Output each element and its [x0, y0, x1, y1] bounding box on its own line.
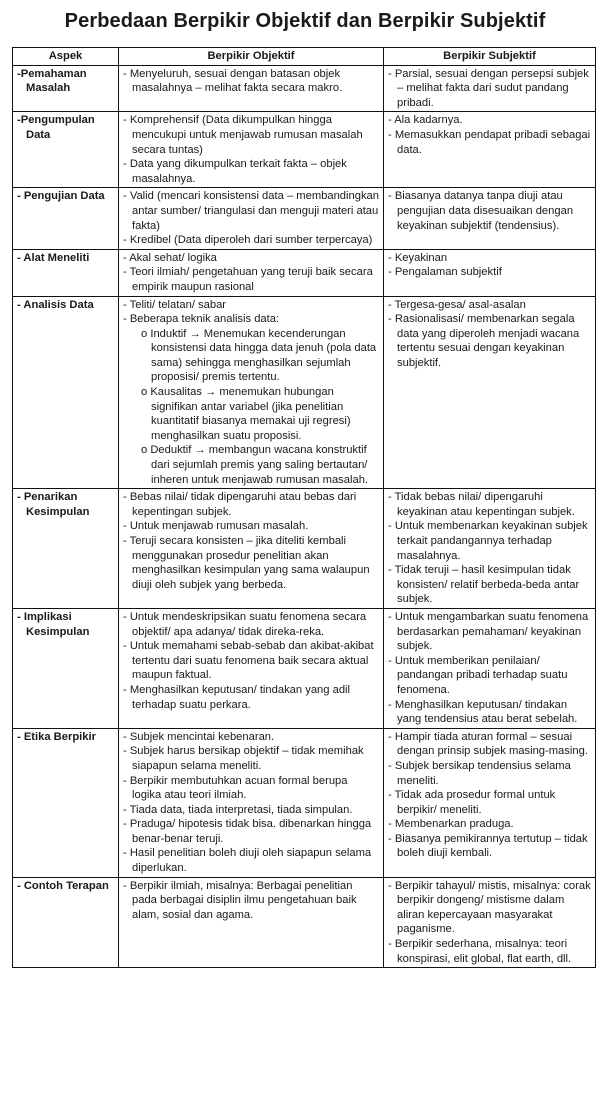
- aspek-cell: [13, 249, 119, 296]
- list-item: - Berpikir ilmiah, misalnya: Berbagai penelitian pada berbagai disiplin ilmu pengetahuan baik alam, sosial dan agama.: [123, 879, 357, 921]
- aspek-label: -Pengumpulan: [17, 114, 95, 127]
- list-item: - Untuk memberikan penilaian/ pandangan pribadi terhadap suatu fenomena.: [388, 654, 568, 696]
- table-row: [13, 296, 596, 489]
- aspek-label: - Implikasi: [17, 610, 72, 623]
- list-item: - Berpikir tahayul/ mistis, misalnya: corak berpikir dongeng/ mistisme dalam aliran kepercayaan masyarakat paganisme.: [388, 879, 591, 936]
- list-item: - Parsial, sesuai dengan persepsi subjek – melihat fakta dari sudut pandang pribadi.: [388, 67, 589, 109]
- aspek-cell: [13, 877, 119, 968]
- list-item: - Rasionalisasi/ membenarkan segala data yang diperoleh menjadi wacana tertentu sesuai dengan keyakinan subjektif.: [388, 313, 580, 369]
- list-item: - Teruji secara konsisten – jika diteliti kembali menggunakan prosedur penelitian akan menghasilkan kesimpulan yang sama walaupun diuji oleh subjek yang berbeda.: [123, 535, 370, 591]
- list-item: - Berpikir membutuhkan acuan formal berupa logika atau teori ilmiah.: [123, 774, 348, 802]
- list-item: - Hasil penelitian boleh diuji oleh siapapun selama diperlukan.: [123, 847, 372, 875]
- list-item: - Data yang dikumpulkan terkait fakta – objek masalahnya.: [123, 158, 347, 185]
- table-row: [13, 877, 596, 968]
- header-subjektif: Berpikir Subjektif: [384, 48, 596, 66]
- list-item: - Pengalaman subjektif: [388, 266, 502, 279]
- objektif-cell: [119, 877, 384, 968]
- objektif-cell: [119, 112, 384, 188]
- list-item: - Untuk memahami sebab-sebab dan akibat-akibat tertentu dari suatu fenomena baik secara aktual maupun faktual.: [123, 640, 374, 682]
- aspek-label: - Penarikan: [17, 491, 78, 504]
- table-row: [13, 608, 596, 728]
- aspek-cell: [13, 188, 119, 249]
- list-item: - Tiada data, tiada interpretasi, tiada simpulan.: [123, 803, 353, 816]
- list-item: - Berpikir sederhana, misalnya: teori konspirasi, elit global, flat earth, dll.: [388, 938, 572, 965]
- subjektif-cell: [384, 877, 596, 968]
- list-item: - Tidak bebas nilai/ dipengaruhi keyakinan atau kepentingan subjek.: [388, 491, 575, 518]
- aspek-cell: [13, 112, 119, 188]
- aspek-label: - Pengujian Data: [17, 190, 105, 203]
- table-row: [13, 188, 596, 249]
- objektif-cell: [119, 296, 384, 489]
- list-item: - Ala kadarnya.: [388, 114, 463, 127]
- list-item: - Beberapa teknik analisis data:: [123, 313, 280, 326]
- list-item: - Keyakinan: [388, 251, 448, 264]
- subjektif-cell: [384, 249, 596, 296]
- aspek-label: Data: [26, 128, 51, 141]
- list-item: - Valid (mencari konsistensi data – membandingkan antar sumber/ triangulasi dan menguji materi atau fakta): [123, 190, 379, 232]
- aspek-label: - Etika Berpikir: [17, 730, 96, 743]
- table-row: [13, 112, 596, 188]
- list-item: - Tergesa-gesa/ asal-asalan: [388, 298, 526, 311]
- table-header-row: [13, 48, 596, 66]
- list-item: - Subjek bersikap tendensius selama meneliti.: [388, 759, 571, 787]
- list-item: - Memasukkan pendapat pribadi sebagai data.: [388, 128, 591, 156]
- aspek-label: Masalah: [26, 82, 71, 95]
- list-item: - Menghasilkan keputusan/ tindakan yang adil terhadap suatu perkara.: [123, 683, 351, 711]
- list-item: - Biasanya datanya tanpa diuji atau pengujian data disesuaikan dengan keyakinan subjektif (tendensius).: [388, 190, 574, 232]
- aspek-cell: [13, 728, 119, 877]
- list-item: - Untuk menjawab rumusan masalah.: [123, 520, 309, 533]
- list-item: - Untuk mendeskripsikan suatu fenomena secara objektif/ apa adanya/ tidak direka-reka.: [123, 610, 367, 638]
- objektif-cell: [119, 728, 384, 877]
- sub-list-item: o Induktif → Menemukan kecenderungan konsistensi data hingga data jenuh (pola data sama) sehingga menghasilkan sejumlah proposisi/ premis tertentu.: [141, 327, 377, 384]
- table-body: [13, 65, 596, 968]
- objektif-cell: [119, 188, 384, 249]
- table-row: [13, 249, 596, 296]
- list-item: - Biasanya pemikirannya tertutup – tidak boleh diuji kembali.: [388, 832, 588, 860]
- list-item: - Tidak ada prosedur formal untuk berpikir/ meneliti.: [388, 789, 556, 816]
- aspek-label: Kesimpulan: [26, 505, 90, 518]
- list-item: - Bebas nilai/ tidak dipengaruhi atau bebas dari kepentingan subjek.: [123, 491, 357, 518]
- list-item: - Untuk mengambarkan suatu fenomena berdasarkan pemahaman/ keyakinan subjek.: [388, 610, 589, 653]
- list-item: - Membenarkan praduga.: [388, 818, 514, 831]
- aspek-label: - Alat Meneliti: [17, 251, 90, 264]
- list-item: - Akal sehat/ logika: [123, 251, 217, 264]
- aspek-label: - Analisis Data: [17, 298, 94, 311]
- aspek-cell: [13, 608, 119, 728]
- subjektif-cell: [384, 608, 596, 728]
- table-row: [13, 65, 596, 112]
- sub-list-item: o Kausalitas → menemukan hubungan signifikan antar variabel (jika penelitian kuantitatif biasanya memakai uji regresi) menghasilkan suatu proposisi.: [141, 386, 351, 442]
- subjektif-cell: [384, 296, 596, 489]
- list-item: - Subjek mencintai kebenaran.: [123, 730, 275, 743]
- objektif-cell: [119, 489, 384, 609]
- list-item: - Untuk membenarkan keyakinan subjek terkait pandangannya terhadap masalahnya.: [388, 520, 588, 562]
- table-row: [13, 728, 596, 877]
- subjektif-cell: [384, 65, 596, 112]
- aspek-label: - Contoh Terapan: [17, 879, 109, 892]
- subjektif-cell: [384, 112, 596, 188]
- aspek-label: -Pemahaman: [17, 67, 87, 80]
- header-aspek: Aspek: [13, 48, 119, 66]
- list-item: - Teori ilmiah/ pengetahuan yang teruji baik secara empirik maupun rasional: [123, 266, 373, 293]
- header-objektif: Berpikir Objektif: [119, 48, 384, 66]
- subjektif-cell: [384, 728, 596, 877]
- list-item: - Hampir tiada aturan formal – sesuai dengan prinsip subjek masing-masing.: [388, 730, 588, 758]
- list-item: - Praduga/ hipotesis tidak bisa. dibenarkan hingga benar-benar teruji.: [123, 818, 372, 845]
- list-item: - Komprehensif (Data dikumpulkan hingga mencukupi untuk menjawab rumusan masalah secara tuntas): [123, 114, 363, 156]
- objektif-cell: [119, 249, 384, 296]
- objektif-cell: [119, 608, 384, 728]
- objektif-cell: [119, 65, 384, 112]
- list-item: - Menyeluruh, sesuai dengan batasan objek masalahnya – melihat fakta secara makro.: [123, 67, 343, 95]
- document-title: Perbedaan Berpikir Objektif dan Berpikir Subjektif: [64, 10, 546, 32]
- list-item: - Teliti/ telatan/ sabar: [123, 298, 227, 311]
- aspek-cell: [13, 296, 119, 489]
- comparison-table: [12, 47, 596, 968]
- aspek-label: Kesimpulan: [26, 625, 90, 638]
- list-item: - Kredibel (Data diperoleh dari sumber terpercaya): [123, 234, 373, 247]
- aspek-cell: [13, 489, 119, 609]
- list-item: - Subjek harus bersikap objektif – tidak memihak siapapun selama meneliti.: [123, 745, 364, 772]
- subjektif-cell: [384, 489, 596, 609]
- list-item: - Tidak teruji – hasil kesimpulan tidak konsisten/ relatif berbeda-beda antar subjek.: [388, 564, 580, 606]
- table-row: [13, 489, 596, 609]
- subjektif-cell: [384, 188, 596, 249]
- list-item: - Menghasilkan keputusan/ tindakan yang tendensius atau berat sebelah.: [388, 698, 578, 726]
- sub-list-item: o Deduktif → membangun wacana konstruktif dari sejumlah premis yang saling bertautan/ inheren untuk menjawab rumusan masalah.: [141, 444, 369, 486]
- aspek-cell: [13, 65, 119, 112]
